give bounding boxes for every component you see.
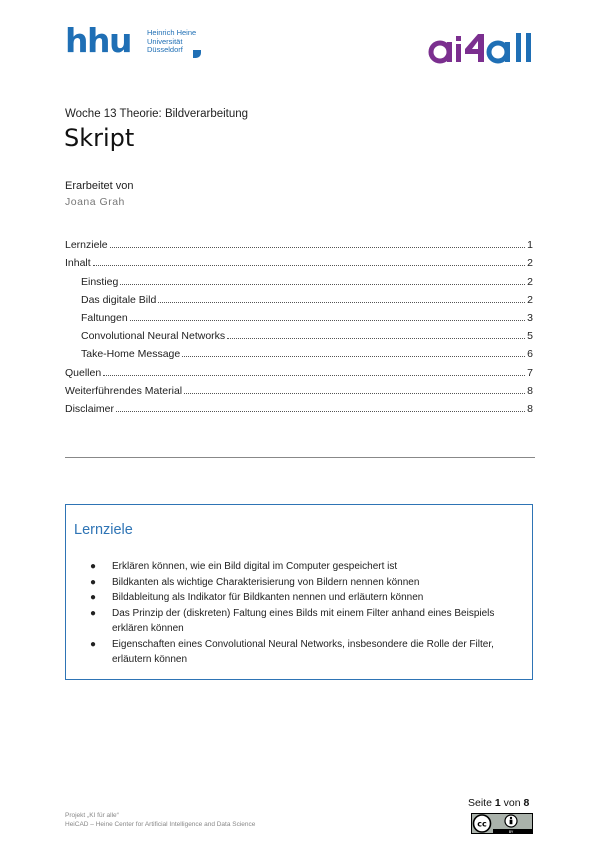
toc-page: 1 — [527, 239, 533, 252]
footer-project-line-2: HeiCAD – Heine Center for Artificial Intelligence and Data Science — [65, 820, 256, 828]
goal-text: Bildkanten als wichtige Charakterisierung von Bildern nennen können — [112, 576, 420, 588]
toc-page: 3 — [527, 311, 533, 324]
toc-entry-cnn[interactable] — [65, 324, 533, 342]
toc-label: Einstieg — [81, 275, 119, 288]
goal-text: Eigenschaften eines Convolutional Neural Networks, insbesondere die Rolle der Filter, erläutern können — [112, 638, 494, 665]
bullet-icon: ● — [90, 638, 97, 650]
toc-entry-material[interactable] — [65, 379, 533, 397]
hhu-dot-icon — [193, 50, 201, 58]
toc-page: 5 — [527, 330, 533, 343]
toc-page: 2 — [527, 275, 533, 288]
toc-label: Inhalt — [65, 257, 91, 270]
week-label: Woche 13 Theorie: Bildverarbeitung — [65, 108, 249, 120]
list-item — [90, 590, 522, 606]
toc-page: 8 — [527, 402, 533, 415]
hhu-logo — [65, 21, 205, 62]
toc-page: 7 — [527, 366, 533, 379]
page-number — [468, 797, 529, 809]
toc-leader — [227, 338, 525, 339]
toc-page: 8 — [527, 384, 533, 397]
list-item — [90, 637, 522, 668]
toc-label: Take-Home Message — [81, 348, 181, 361]
goal-text: Das Prinzip der (diskreten) Faltung eines Bilds mit einem Filter anhand eines Beispiels erklären können — [112, 607, 495, 634]
list-item — [90, 575, 522, 591]
toc-label: Das digitale Bild — [81, 293, 157, 306]
hhu-university-name — [147, 29, 196, 55]
bullet-icon: ● — [90, 576, 97, 588]
toc-page: 6 — [527, 348, 533, 361]
page-of: von — [503, 797, 521, 809]
page-prefix: Seite — [468, 797, 492, 809]
goal-text: Bildableitung als Indikator für Bildkanten nennen und erläutern können — [112, 592, 424, 603]
toc-label: Quellen — [65, 366, 102, 379]
toc-leader — [182, 356, 525, 357]
toc-entry-quellen[interactable] — [65, 360, 533, 378]
page-title: Skript — [64, 124, 135, 152]
toc-leader — [130, 320, 525, 321]
learning-goals-list — [90, 559, 522, 668]
bullet-icon: ● — [90, 561, 97, 572]
toc-entry-inhalt[interactable] — [65, 251, 533, 269]
table-of-contents — [65, 233, 533, 415]
toc-leader — [103, 375, 525, 376]
list-item — [90, 606, 522, 637]
toc-label: Lernziele — [65, 239, 108, 252]
hhu-wordmark: hhu — [65, 21, 131, 60]
svg-text:BY: BY — [508, 830, 514, 834]
ai4all-logo — [428, 30, 543, 70]
toc-entry-digitale-bild[interactable] — [65, 288, 533, 306]
toc-label: Weiterführendes Material — [65, 384, 183, 397]
toc-entry-take-home[interactable] — [65, 342, 533, 360]
toc-entry-einstieg[interactable] — [65, 269, 533, 287]
toc-leader — [110, 247, 526, 248]
bullet-icon: ● — [90, 607, 97, 619]
toc-leader — [120, 284, 525, 285]
toc-page: 2 — [527, 293, 533, 306]
toc-leader — [93, 265, 525, 266]
list-item — [90, 559, 522, 575]
hhu-line-3: Düsseldorf — [147, 45, 183, 54]
bullet-icon: ● — [90, 592, 97, 603]
author-name: Joana Grah — [65, 196, 125, 208]
goal-text: Erklären können, wie ein Bild digital im Computer gespeichert ist — [112, 561, 398, 572]
learning-goals-title: Lernziele — [74, 522, 133, 538]
footer-project-line-1: Projekt „KI für alle“ — [65, 812, 119, 819]
footer-project-info — [65, 812, 255, 829]
svg-text:cc: cc — [477, 819, 487, 829]
toc-entry-lernziele[interactable] — [65, 233, 533, 251]
toc-label: Disclaimer — [65, 402, 115, 415]
toc-leader — [158, 302, 525, 303]
toc-label: Convolutional Neural Networks — [81, 330, 226, 343]
page-current: 1 — [494, 797, 501, 809]
hhu-line-1: Heinrich Heine — [147, 28, 197, 37]
toc-leader — [116, 411, 525, 412]
cc-by-license-icon — [471, 813, 533, 834]
author-label: Erarbeitet von — [65, 180, 134, 192]
section-divider — [65, 457, 535, 458]
toc-entry-disclaimer[interactable] — [65, 397, 533, 415]
toc-leader — [184, 393, 525, 394]
hhu-line-2: Universität — [147, 36, 183, 46]
toc-page: 2 — [527, 257, 533, 270]
toc-label: Faltungen — [81, 311, 128, 324]
page-total: 8 — [523, 797, 530, 809]
learning-goals-box — [65, 504, 533, 680]
toc-entry-faltungen[interactable] — [65, 306, 533, 324]
